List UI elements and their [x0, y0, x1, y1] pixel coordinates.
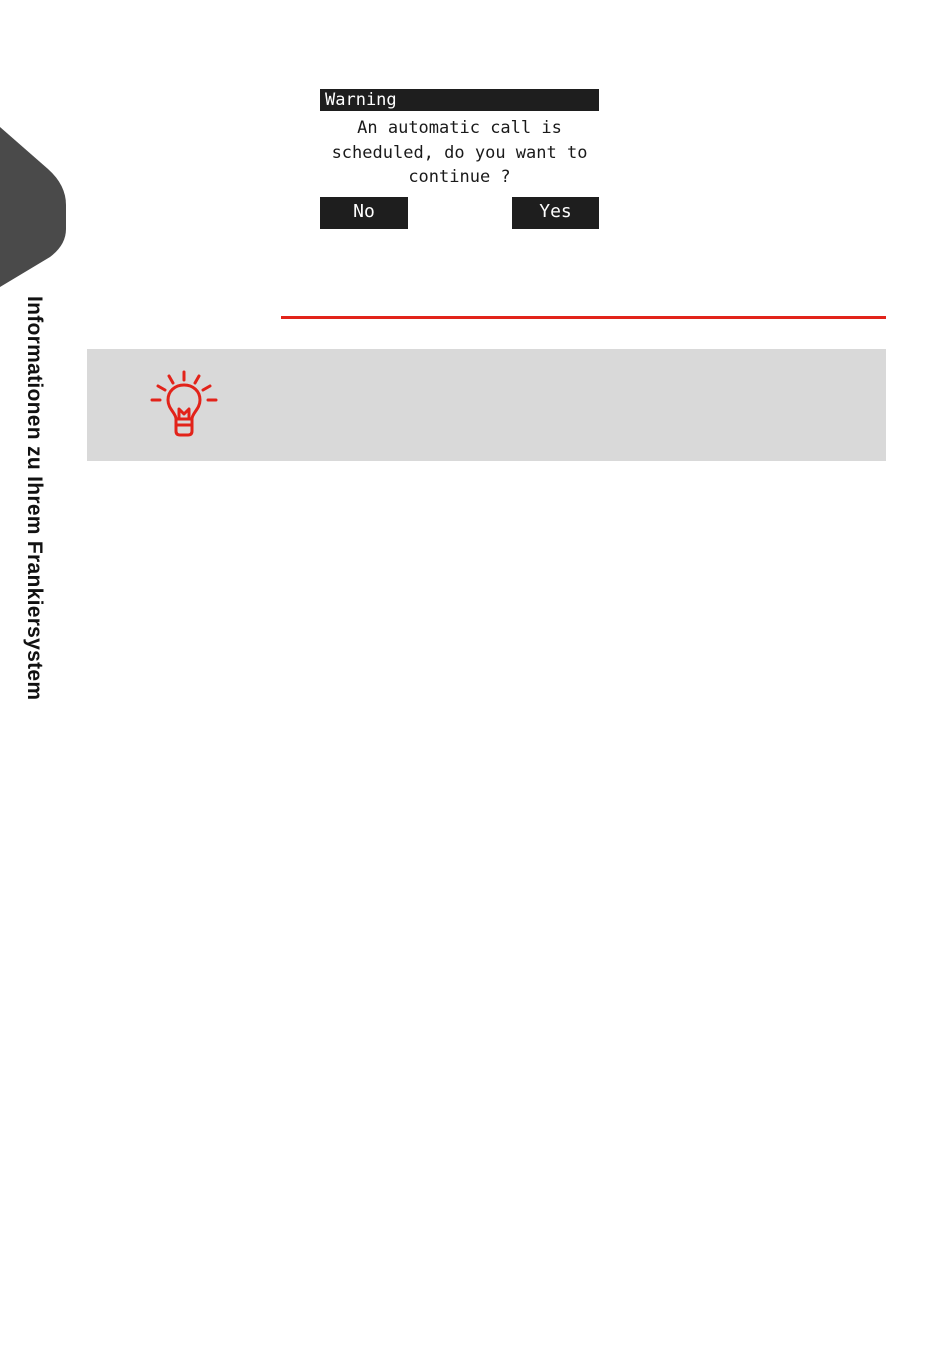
tip-box	[87, 349, 886, 461]
message-line: continue ?	[408, 167, 511, 187]
yes-button[interactable]: Yes	[512, 197, 599, 229]
message-line: scheduled, do you want to	[331, 142, 588, 163]
no-button[interactable]: No	[320, 197, 408, 229]
screen-title: Warning	[320, 89, 599, 111]
section-divider	[281, 316, 886, 319]
message-line: An automatic call is	[357, 118, 562, 138]
device-screen	[320, 89, 599, 230]
chapter-label: Informationen zu Ihrem Frankiersystem	[23, 296, 46, 701]
chapter-tab	[0, 127, 66, 287]
lightbulb-icon	[146, 369, 222, 443]
screen-message	[320, 116, 599, 190]
